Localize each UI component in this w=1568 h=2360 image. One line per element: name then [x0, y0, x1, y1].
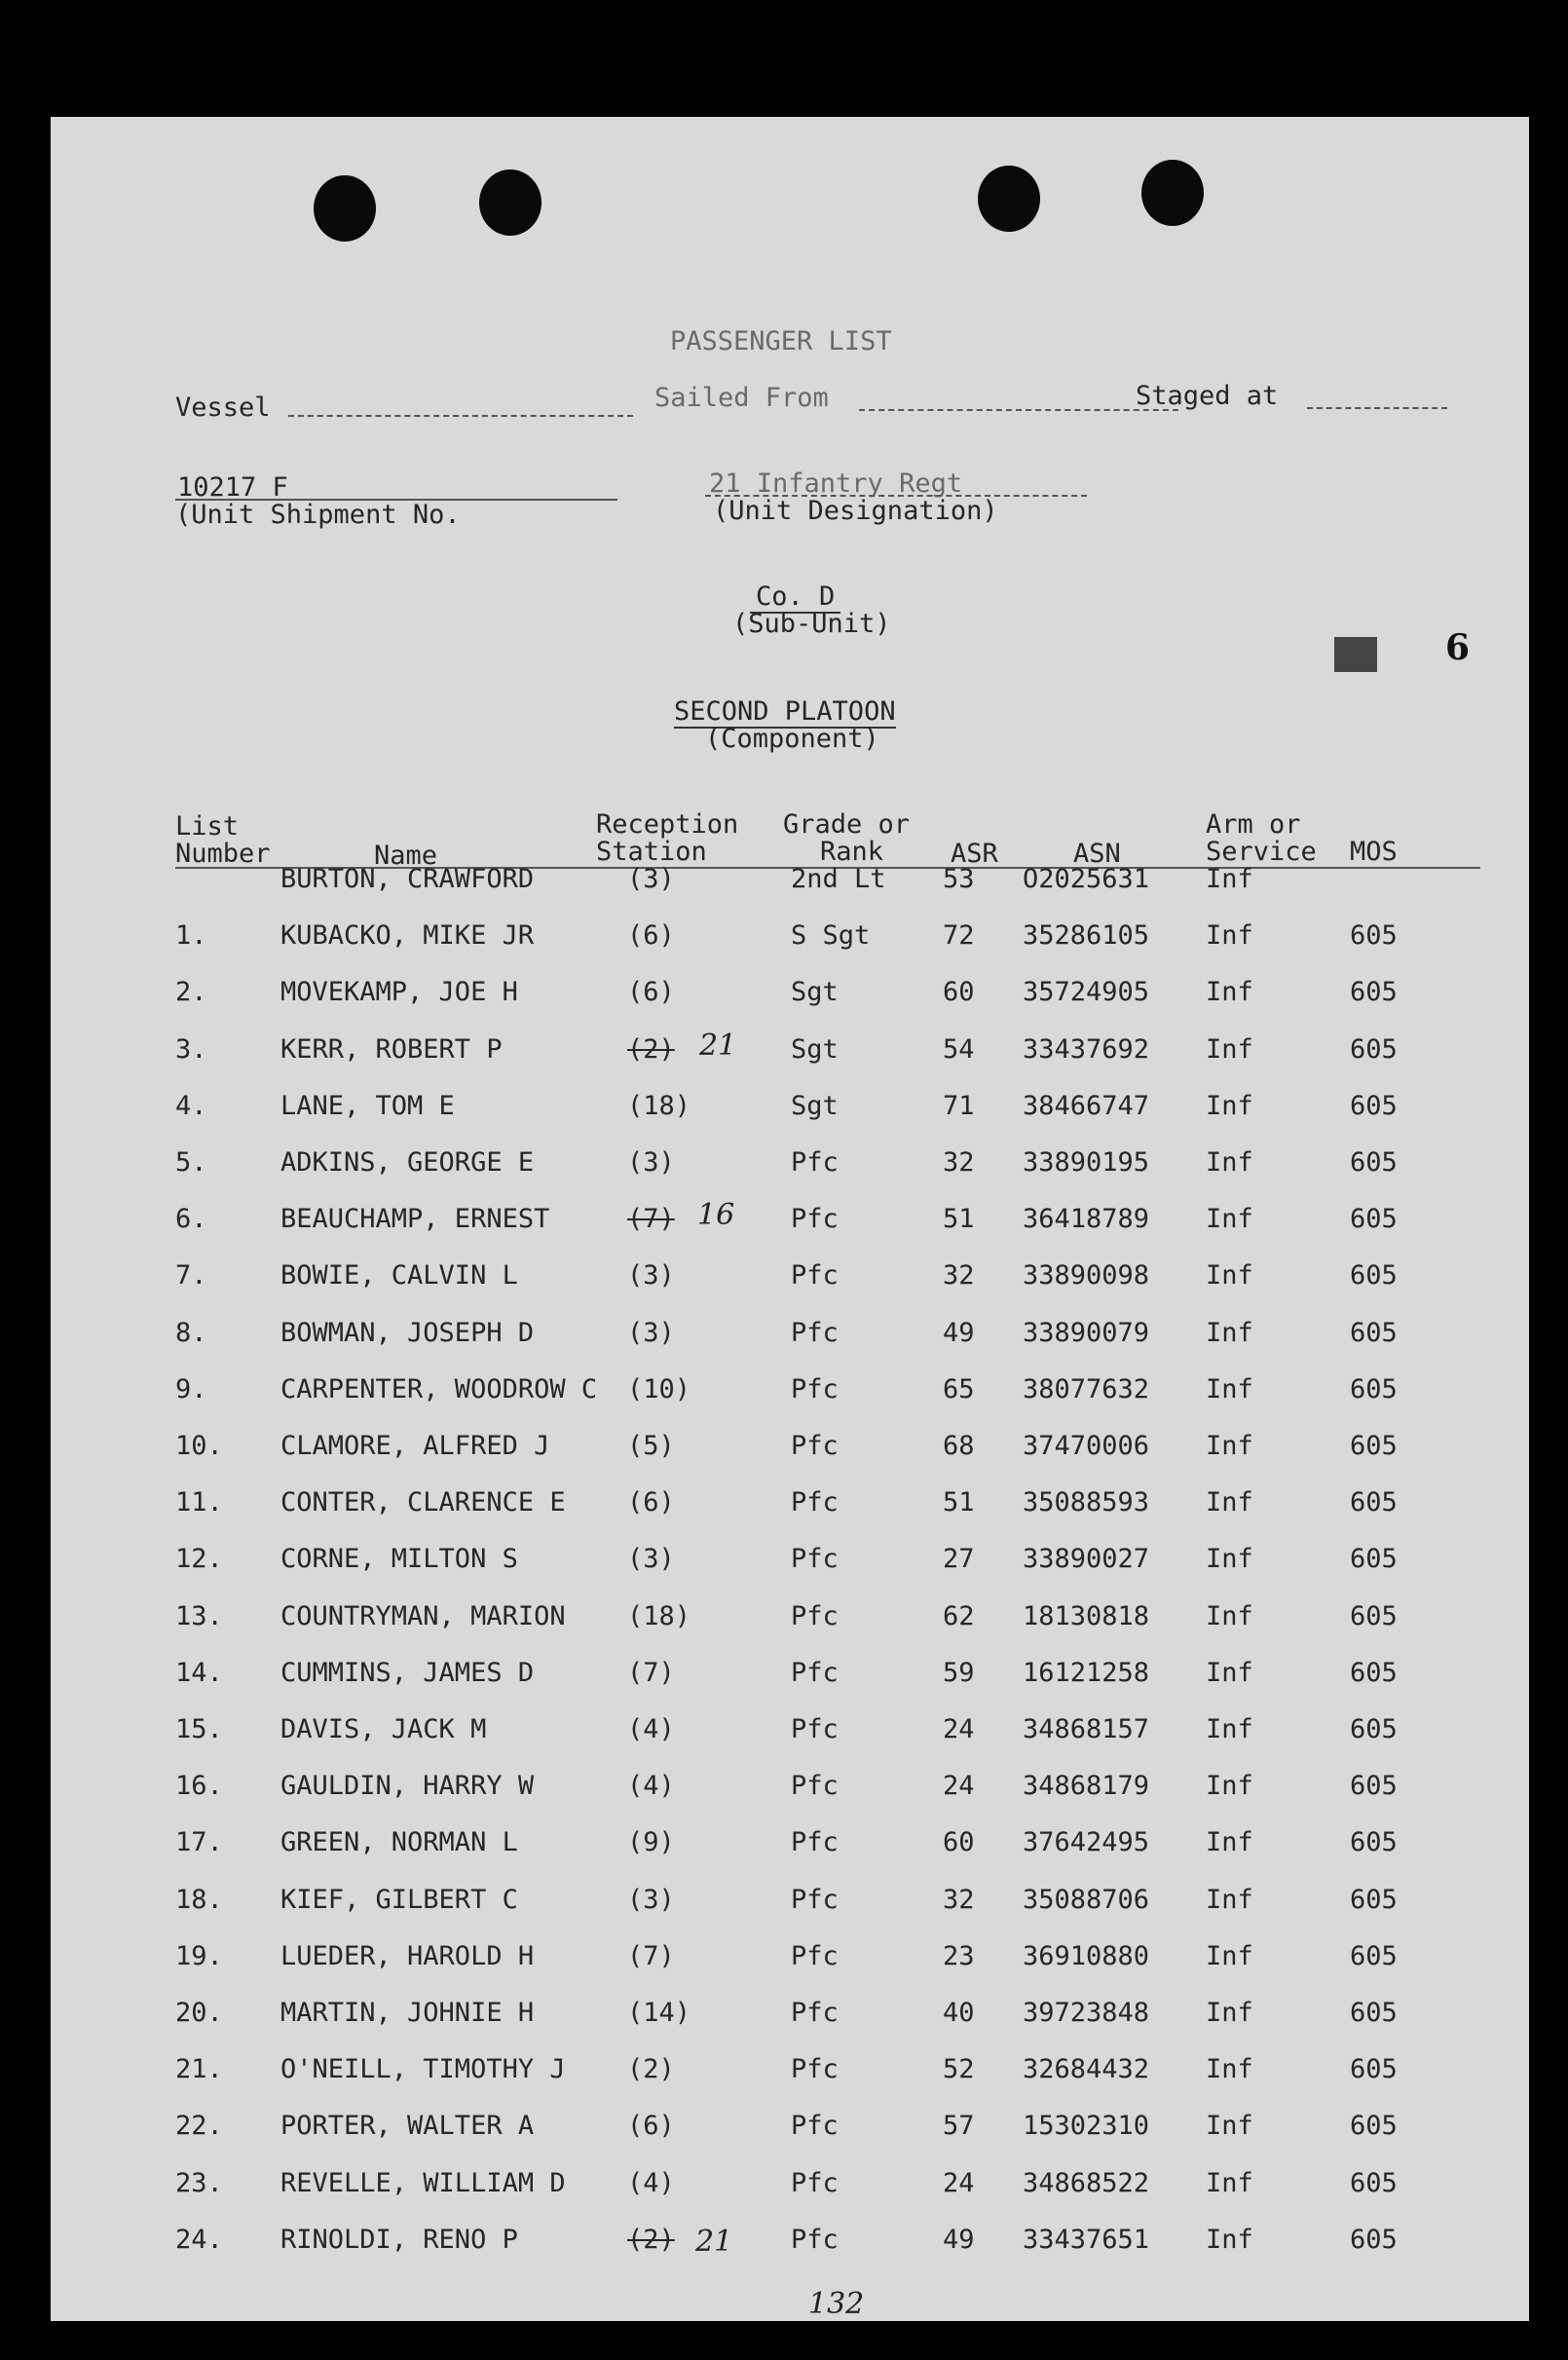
table-row — [51, 1828, 1529, 1867]
asn-value: 34868157 — [1023, 1714, 1150, 1744]
asr-value: 27 — [943, 1544, 975, 1575]
grade-rank: Pfc — [791, 1204, 839, 1235]
asr-value: 32 — [943, 1147, 975, 1178]
grade-rank: Pfc — [791, 1487, 839, 1518]
mos-code: 605 — [1350, 1431, 1398, 1461]
asr-value: 32 — [943, 1884, 975, 1915]
page-number: 6 — [1445, 627, 1471, 668]
mos-code: 605 — [1350, 1033, 1398, 1065]
table-row — [51, 1035, 1529, 1074]
staged-at-line — [1307, 407, 1447, 409]
grade-rank: Pfc — [791, 1260, 839, 1292]
reception-station: (7) — [627, 1204, 675, 1235]
asn-value: 37642495 — [1023, 1827, 1150, 1858]
asn-value: 33890027 — [1023, 1544, 1150, 1575]
list-number: 9. — [175, 1373, 207, 1405]
asr-value: 32 — [943, 1260, 975, 1292]
list-number: 18. — [175, 1884, 223, 1915]
asn-value: 35088706 — [1023, 1884, 1150, 1915]
grade-rank: Pfc — [791, 1544, 839, 1575]
asn-value: O2025631 — [1023, 864, 1150, 894]
reception-station: (4) — [627, 1714, 675, 1744]
col-list-number-1: List — [175, 811, 240, 842]
passenger-name: RINOLDI, RENO P — [280, 2224, 518, 2255]
punch-hole — [1141, 160, 1204, 226]
reception-station: (6) — [627, 1487, 675, 1518]
reception-station: (3) — [627, 1884, 675, 1915]
asr-value: 54 — [943, 1033, 975, 1065]
arm-service: Inf — [1206, 1431, 1253, 1461]
list-number: 7. — [175, 1260, 207, 1292]
asn-value: 33890195 — [1023, 1147, 1150, 1178]
grade-rank: Pfc — [791, 2224, 839, 2255]
table-row — [51, 1488, 1529, 1527]
col-arm-2: Service — [1206, 837, 1317, 867]
asn-value: 15302310 — [1023, 2111, 1150, 2142]
col-mos: MOS — [1350, 837, 1398, 867]
mos-code: 605 — [1350, 1940, 1398, 1971]
asn-value: 35286105 — [1023, 920, 1150, 952]
asn-value: 36418789 — [1023, 1204, 1150, 1235]
list-number: 23. — [175, 2167, 223, 2198]
col-reception-1: Reception — [596, 809, 739, 840]
arm-service: Inf — [1206, 977, 1253, 1008]
reception-station: (3) — [627, 1260, 675, 1292]
arm-service: Inf — [1206, 864, 1253, 894]
reception-station: (6) — [627, 977, 675, 1008]
arm-service: Inf — [1206, 1317, 1253, 1348]
list-number: 5. — [175, 1147, 207, 1178]
handwritten-station-row3: 21 — [699, 1029, 737, 1063]
list-number: 2. — [175, 977, 207, 1008]
reception-station: (3) — [627, 1317, 675, 1348]
arm-service: Inf — [1206, 1260, 1253, 1292]
passenger-name: KUBACKO, MIKE JR — [280, 920, 535, 952]
reception-station: (7) — [627, 1657, 675, 1688]
reception-station: (10) — [627, 1373, 691, 1405]
grade-rank: Pfc — [791, 1714, 839, 1744]
asr-value: 68 — [943, 1431, 975, 1461]
mos-code: 605 — [1350, 1657, 1398, 1688]
passenger-name: BEAUCHAMP, ERNEST — [280, 1204, 550, 1235]
asr-value: 65 — [943, 1373, 975, 1405]
mos-code: 605 — [1350, 1317, 1398, 1348]
reception-station: (6) — [627, 2111, 675, 2142]
handwritten-footer-note: 132 — [808, 2287, 865, 2321]
passenger-name: O'NEILL, TIMOTHY J — [280, 2054, 566, 2085]
arm-service: Inf — [1206, 2111, 1253, 2142]
arm-service: Inf — [1206, 1657, 1253, 1688]
passenger-name: CUMMINS, JAMES D — [280, 1657, 535, 1688]
passenger-name: CONTER, CLARENCE E — [280, 1487, 566, 1518]
mos-code: 605 — [1350, 1998, 1398, 2028]
passenger-name: LANE, TOM E — [280, 1090, 455, 1121]
asr-value: 49 — [943, 1317, 975, 1348]
grade-rank: Pfc — [791, 1657, 839, 1688]
list-number: 14. — [175, 1657, 223, 1688]
passenger-name: PORTER, WALTER A — [280, 2111, 535, 2142]
asn-value: 34868522 — [1023, 2167, 1150, 2198]
list-number: 12. — [175, 1544, 223, 1575]
mos-code: 605 — [1350, 1204, 1398, 1235]
asr-value: 49 — [943, 2224, 975, 2255]
table-row — [51, 1148, 1529, 1187]
mos-code: 605 — [1350, 1147, 1398, 1178]
reception-station: (4) — [627, 1771, 675, 1802]
vessel-line — [288, 415, 633, 417]
reception-station: (18) — [627, 1090, 691, 1121]
table-row — [51, 1999, 1529, 2038]
passenger-name: REVELLE, WILLIAM D — [280, 2167, 566, 2198]
punch-hole — [479, 169, 541, 236]
mos-code: 605 — [1350, 2054, 1398, 2085]
component-value: SECOND PLATOON — [674, 696, 896, 727]
list-number: 21. — [175, 2054, 223, 2085]
reception-station: (5) — [627, 1431, 675, 1461]
list-number: 1. — [175, 920, 207, 952]
list-number: 10. — [175, 1431, 223, 1461]
mos-code: 605 — [1350, 1487, 1398, 1518]
arm-service: Inf — [1206, 1090, 1253, 1121]
asn-value: 34868179 — [1023, 1771, 1150, 1802]
sub-unit-caption: (Sub-Unit) — [732, 609, 891, 639]
table-row — [51, 1942, 1529, 1981]
asn-value: 18130818 — [1023, 1600, 1150, 1631]
mos-code: 605 — [1350, 1884, 1398, 1915]
arm-service: Inf — [1206, 1998, 1253, 2028]
asn-value: 32684432 — [1023, 2054, 1150, 2085]
grade-rank: Pfc — [791, 1317, 839, 1348]
passenger-name: KERR, ROBERT P — [280, 1033, 503, 1065]
document-title: PASSENGER LIST — [670, 326, 892, 356]
grade-rank: Pfc — [791, 1771, 839, 1802]
asr-value: 52 — [943, 2054, 975, 2085]
mos-code: 605 — [1350, 977, 1398, 1008]
passenger-name: BOWIE, CALVIN L — [280, 1260, 518, 1292]
asn-value: 36910880 — [1023, 1940, 1150, 1971]
asr-value: 24 — [943, 2167, 975, 2198]
col-name: Name — [374, 841, 438, 871]
passenger-name: ADKINS, GEORGE E — [280, 1147, 535, 1178]
grade-rank: Sgt — [791, 1090, 839, 1121]
asn-value: 33437692 — [1023, 1033, 1150, 1065]
arm-service: Inf — [1206, 1204, 1253, 1235]
mos-code: 605 — [1350, 1373, 1398, 1405]
arm-service: Inf — [1206, 2167, 1253, 2198]
asr-value: 40 — [943, 1998, 975, 2028]
reception-station: (2) — [627, 2224, 675, 2255]
passenger-name: MARTIN, JOHNIE H — [280, 1998, 535, 2028]
col-grade-2: Rank — [820, 837, 884, 867]
table-row — [51, 2169, 1529, 2208]
arm-service: Inf — [1206, 2224, 1253, 2255]
asn-value: 35724905 — [1023, 977, 1150, 1008]
list-number: 6. — [175, 1204, 207, 1235]
list-number: 4. — [175, 1090, 207, 1121]
reception-station: (6) — [627, 920, 675, 952]
reception-station: (9) — [627, 1827, 675, 1858]
handwritten-station-row6: 16 — [697, 1198, 735, 1232]
grade-rank: 2nd Lt — [791, 864, 886, 894]
grade-rank: Pfc — [791, 1373, 839, 1405]
asr-value: 62 — [943, 1600, 975, 1631]
table-row — [51, 2226, 1529, 2265]
asr-value: 60 — [943, 1827, 975, 1858]
list-number: 24. — [175, 2224, 223, 2255]
list-number: 15. — [175, 1714, 223, 1744]
passenger-name: LUEDER, HAROLD H — [280, 1940, 535, 1971]
unit-designation-caption: (Unit Designation) — [713, 496, 998, 526]
mos-code: 605 — [1350, 2167, 1398, 2198]
passenger-name: COUNTRYMAN, MARION — [280, 1600, 566, 1631]
grade-rank: Pfc — [791, 1431, 839, 1461]
grade-rank: Pfc — [791, 1827, 839, 1858]
table-row — [51, 2055, 1529, 2094]
handwritten-station-row24: 21 — [695, 2225, 733, 2259]
table-row — [51, 1772, 1529, 1811]
table-row — [51, 1092, 1529, 1131]
grade-rank: Pfc — [791, 1600, 839, 1631]
table-row — [51, 865, 1529, 904]
arm-service: Inf — [1206, 1147, 1253, 1178]
col-grade-1: Grade or — [783, 809, 911, 840]
arm-service: Inf — [1206, 1884, 1253, 1915]
passenger-name: CORNE, MILTON S — [280, 1544, 518, 1575]
arm-service: Inf — [1206, 1940, 1253, 1971]
table-row — [51, 1432, 1529, 1471]
reception-station: (2) — [627, 1033, 675, 1065]
passenger-name: CARPENTER, WOODROW C — [280, 1373, 598, 1405]
list-number: 16. — [175, 1771, 223, 1802]
asr-value: 71 — [943, 1090, 975, 1121]
asn-value: 33890079 — [1023, 1317, 1150, 1348]
passenger-name: BOWMAN, JOSEPH D — [280, 1317, 535, 1348]
asr-value: 51 — [943, 1204, 975, 1235]
mos-code: 605 — [1350, 1714, 1398, 1744]
passenger-name: BURTON, CRAWFORD — [280, 864, 535, 894]
asn-value: 37470006 — [1023, 1431, 1150, 1461]
asr-value: 72 — [943, 920, 975, 952]
list-number: 11. — [175, 1487, 223, 1518]
table-row — [51, 921, 1529, 960]
reception-station: (18) — [627, 1600, 691, 1631]
punch-hole — [978, 166, 1040, 232]
table-row — [51, 2112, 1529, 2151]
mos-code: 605 — [1350, 920, 1398, 952]
component-caption: (Component) — [705, 724, 879, 754]
reception-station: (3) — [627, 1544, 675, 1575]
list-number: 17. — [175, 1827, 223, 1858]
passenger-name: DAVIS, JACK M — [280, 1714, 487, 1744]
asn-value: 16121258 — [1023, 1657, 1150, 1688]
asn-value: 33437651 — [1023, 2224, 1150, 2255]
mos-code: 605 — [1350, 1600, 1398, 1631]
reception-station: (2) — [627, 2054, 675, 2085]
list-number: 20. — [175, 1998, 223, 2028]
asr-value: 23 — [943, 1940, 975, 1971]
vessel-label: Vessel — [175, 393, 271, 423]
arm-service: Inf — [1206, 1600, 1253, 1631]
mos-code: 605 — [1350, 2224, 1398, 2255]
list-number: 3. — [175, 1033, 207, 1065]
passenger-name: CLAMORE, ALFRED J — [280, 1431, 550, 1461]
sailed-from-line — [859, 409, 1178, 411]
list-number: 13. — [175, 1600, 223, 1631]
asr-value: 60 — [943, 977, 975, 1008]
asn-value: 39723848 — [1023, 1998, 1150, 2028]
reception-station: (3) — [627, 1147, 675, 1178]
asr-value: 57 — [943, 2111, 975, 2142]
asn-value: 38077632 — [1023, 1373, 1150, 1405]
arm-service: Inf — [1206, 1827, 1253, 1858]
sub-unit-value: Co. D — [750, 582, 840, 614]
table-row — [51, 978, 1529, 1017]
arm-service: Inf — [1206, 920, 1253, 952]
arm-service: Inf — [1206, 1771, 1253, 1802]
arm-service: Inf — [1206, 2054, 1253, 2085]
mos-code: 605 — [1350, 1827, 1398, 1858]
arm-service: Inf — [1206, 1714, 1253, 1744]
col-asn: ASN — [1073, 839, 1121, 869]
punch-hole — [314, 175, 376, 242]
asn-value: 38466747 — [1023, 1090, 1150, 1121]
sailed-from-label: Sailed From — [654, 383, 829, 413]
staged-at-label: Staged at — [1136, 381, 1279, 411]
reception-station: (3) — [627, 864, 675, 894]
mos-code: 605 — [1350, 1771, 1398, 1802]
grade-rank: Pfc — [791, 1940, 839, 1971]
grade-rank: Pfc — [791, 2167, 839, 2198]
table-row — [51, 1205, 1529, 1244]
passenger-name: MOVEKAMP, JOE H — [280, 977, 518, 1008]
mos-code: 605 — [1350, 2111, 1398, 2142]
table-row — [51, 1602, 1529, 1641]
list-number: 8. — [175, 1317, 207, 1348]
passenger-name: GAULDIN, HARRY W — [280, 1771, 535, 1802]
unit-shipment-caption: (Unit Shipment No. — [175, 500, 461, 530]
col-asr: ASR — [951, 839, 998, 869]
table-row — [51, 1261, 1529, 1300]
table-row — [51, 1545, 1529, 1584]
arm-service: Inf — [1206, 1544, 1253, 1575]
stamp-mark — [1334, 637, 1377, 672]
asr-value: 24 — [943, 1771, 975, 1802]
grade-rank: Sgt — [791, 1033, 839, 1065]
mos-code: 605 — [1350, 1544, 1398, 1575]
asr-value: 59 — [943, 1657, 975, 1688]
grade-rank: Pfc — [791, 1884, 839, 1915]
grade-rank: Pfc — [791, 1147, 839, 1178]
col-list-number-2: Number — [175, 839, 271, 869]
grade-rank: Pfc — [791, 2111, 839, 2142]
asr-value: 51 — [943, 1487, 975, 1518]
asn-value: 35088593 — [1023, 1487, 1150, 1518]
table-row — [51, 1715, 1529, 1754]
mos-code: 605 — [1350, 1090, 1398, 1121]
grade-rank: Sgt — [791, 977, 839, 1008]
table-row — [51, 1886, 1529, 1925]
asn-value: 33890098 — [1023, 1260, 1150, 1292]
list-number: 22. — [175, 2111, 223, 2142]
passenger-name: GREEN, NORMAN L — [280, 1827, 518, 1858]
arm-service: Inf — [1206, 1033, 1253, 1065]
table-row — [51, 1375, 1529, 1414]
unit-shipment-value: 10217 F — [177, 472, 288, 503]
col-reception-2: Station — [596, 837, 707, 867]
asr-value: 53 — [943, 864, 975, 894]
table-row — [51, 1659, 1529, 1698]
unit-designation-value: 21 Infantry Regt — [709, 468, 963, 499]
list-number: 19. — [175, 1940, 223, 1971]
grade-rank: S Sgt — [791, 920, 871, 952]
arm-service: Inf — [1206, 1373, 1253, 1405]
grade-rank: Pfc — [791, 1998, 839, 2028]
reception-station: (4) — [627, 2167, 675, 2198]
asr-value: 24 — [943, 1714, 975, 1744]
table-row — [51, 1319, 1529, 1358]
passenger-name: KIEF, GILBERT C — [280, 1884, 518, 1915]
reception-station: (14) — [627, 1998, 691, 2028]
arm-service: Inf — [1206, 1487, 1253, 1518]
reception-station: (7) — [627, 1940, 675, 1971]
mos-code: 605 — [1350, 1260, 1398, 1292]
grade-rank: Pfc — [791, 2054, 839, 2085]
document-page — [51, 117, 1529, 2321]
col-arm-1: Arm or — [1206, 809, 1301, 840]
